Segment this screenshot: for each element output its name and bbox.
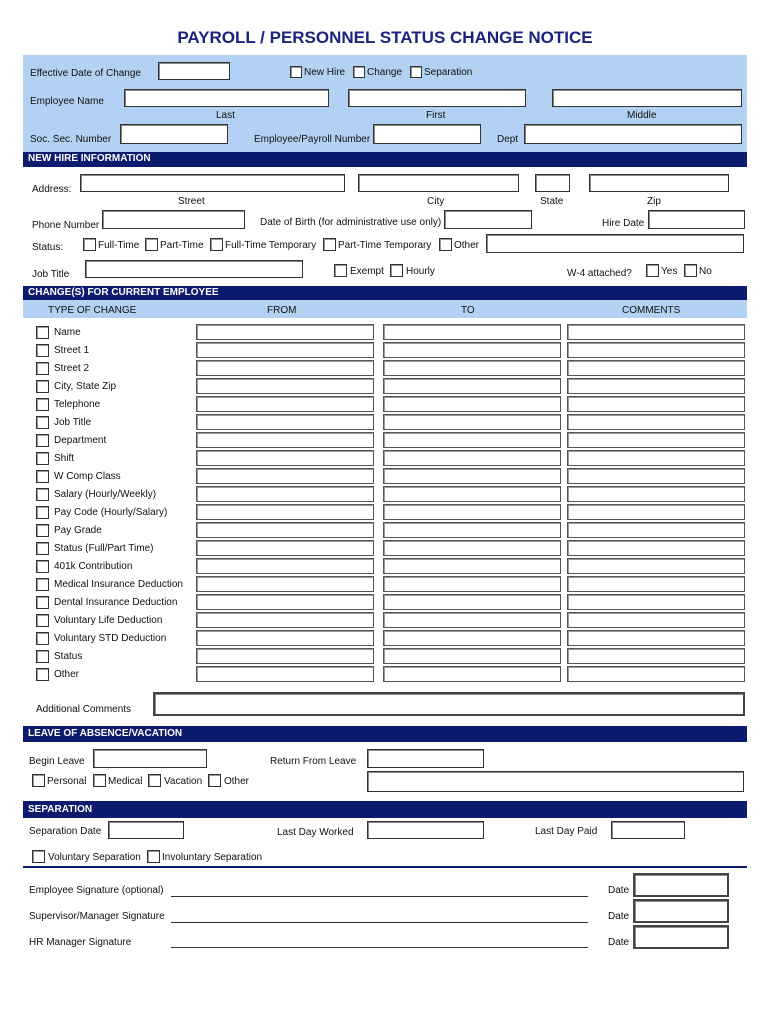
change-to-field[interactable] [383, 630, 561, 646]
change-from-field[interactable] [196, 594, 374, 610]
full-time-label: Full-Time [98, 240, 140, 251]
change-comments-field[interactable] [567, 522, 745, 538]
last-day-paid-field[interactable] [611, 821, 685, 839]
change-to-field[interactable] [383, 504, 561, 520]
change-to-field[interactable] [383, 612, 561, 628]
new-hire-label: New Hire [304, 67, 346, 78]
change-item-label: Name [54, 327, 81, 338]
change-comments-field[interactable] [567, 558, 745, 574]
dob-field[interactable] [444, 210, 532, 229]
separation-label: Separation [424, 67, 473, 78]
dept-field[interactable] [524, 124, 742, 144]
change-comments-field[interactable] [567, 666, 745, 682]
change-to-field[interactable] [383, 648, 561, 664]
change-from-field[interactable] [196, 432, 374, 448]
hr-manager-date-field[interactable] [633, 925, 729, 949]
involuntary-separation-checkbox[interactable] [147, 850, 160, 863]
voluntary-separation-label: Voluntary Separation [48, 852, 141, 863]
state-sublabel: State [540, 196, 564, 207]
job-title-label: Job Title [32, 269, 70, 280]
payroll-number-label: Employee/Payroll Number [254, 134, 371, 145]
dob-label: Date of Birth (for administrative use only) [260, 217, 442, 228]
employee-date-label: Date [608, 885, 630, 896]
state-field[interactable] [535, 174, 570, 192]
change-comments-field[interactable] [567, 612, 745, 628]
to-column: TO [461, 305, 475, 316]
change-comments-field[interactable] [567, 450, 745, 466]
first-sublabel: First [426, 110, 446, 121]
change-comments-field[interactable] [567, 648, 745, 664]
separation-date-field[interactable] [108, 821, 184, 839]
voluntary-separation-checkbox[interactable] [32, 850, 45, 863]
change-item-checkbox[interactable] [36, 560, 49, 573]
change-to-field[interactable] [383, 396, 561, 412]
change-item-label: Voluntary STD Deduction [54, 633, 167, 644]
change-to-field[interactable] [383, 594, 561, 610]
begin-leave-field[interactable] [93, 749, 207, 768]
additional-comments-field[interactable] [153, 692, 745, 716]
zip-sublabel: Zip [647, 196, 661, 207]
change-item-label: Shift [54, 453, 75, 464]
employee-date-field[interactable] [633, 873, 729, 897]
hr-manager-signature-line[interactable] [171, 947, 588, 948]
change-item-label: Voluntary Life Deduction [54, 615, 163, 626]
change-item-checkbox[interactable] [36, 416, 49, 429]
change-item-label: Pay Grade [54, 525, 102, 536]
change-comments-field[interactable] [567, 630, 745, 646]
change-item-label: Job Title [54, 417, 92, 428]
change-comments-field[interactable] [567, 504, 745, 520]
change-item-checkbox[interactable] [36, 524, 49, 537]
w4-label: W-4 attached? [567, 268, 632, 279]
separation-checkbox[interactable] [410, 66, 422, 78]
first-name-field[interactable] [348, 89, 526, 107]
new-hire-header: NEW HIRE INFORMATION [23, 152, 747, 167]
supervisor-date-label: Date [608, 911, 630, 922]
change-item-checkbox[interactable] [36, 452, 49, 465]
change-comments-field[interactable] [567, 576, 745, 592]
change-item-checkbox[interactable] [36, 380, 49, 393]
change-comments-field[interactable] [567, 414, 745, 430]
change-to-field[interactable] [383, 666, 561, 682]
hire-date-field[interactable] [648, 210, 745, 229]
dept-label: Dept [497, 134, 519, 145]
address-label: Address: [32, 184, 72, 195]
change-to-field[interactable] [383, 342, 561, 358]
change-item-label: Pay Code (Hourly/Salary) [54, 507, 168, 518]
return-from-leave-field[interactable] [367, 749, 484, 768]
supervisor-signature-line[interactable] [171, 922, 588, 923]
full-time-temporary-label: Full-Time Temporary [225, 240, 317, 251]
change-from-field[interactable] [196, 504, 374, 520]
signature-divider [23, 866, 747, 868]
change-label: Change [367, 67, 403, 78]
ssn-label: Soc. Sec. Number [30, 134, 112, 145]
last-name-field[interactable] [124, 89, 329, 107]
leave-header: LEAVE OF ABSENCE/VACATION [23, 726, 747, 742]
zip-field[interactable] [589, 174, 729, 192]
middle-name-field[interactable] [552, 89, 742, 107]
exempt-checkbox[interactable] [334, 264, 347, 277]
change-comments-field[interactable] [567, 540, 745, 556]
last-day-paid-label: Last Day Paid [535, 826, 598, 837]
leave-medical-checkbox[interactable] [93, 774, 106, 787]
change-from-field[interactable] [196, 648, 374, 664]
w4-no-label: No [699, 266, 712, 277]
hr-manager-date-label: Date [608, 937, 630, 948]
return-from-leave-label: Return From Leave [270, 756, 357, 767]
change-to-field[interactable] [383, 450, 561, 466]
hr-manager-signature-label: HR Manager Signature [29, 937, 132, 948]
change-to-field[interactable] [383, 414, 561, 430]
leave-vacation-checkbox[interactable] [148, 774, 161, 787]
separation-header: SEPARATION [23, 801, 747, 818]
last-day-worked-field[interactable] [367, 821, 484, 839]
change-item-checkbox[interactable] [36, 470, 49, 483]
change-from-field[interactable] [196, 468, 374, 484]
status-other-label: Other [454, 240, 480, 251]
change-comments-field[interactable] [567, 468, 745, 484]
change-comments-field[interactable] [567, 378, 745, 394]
change-from-field[interactable] [196, 360, 374, 376]
change-to-field[interactable] [383, 360, 561, 376]
city-field[interactable] [358, 174, 519, 192]
comments-column: COMMENTS [622, 305, 681, 316]
part-time-checkbox[interactable] [145, 238, 158, 251]
change-from-field[interactable] [196, 378, 374, 394]
change-checkbox[interactable] [353, 66, 365, 78]
change-comments-field[interactable] [567, 486, 745, 502]
change-from-field[interactable] [196, 450, 374, 466]
change-item-checkbox[interactable] [36, 632, 49, 645]
job-title-field[interactable] [85, 260, 303, 278]
last-day-worked-label: Last Day Worked [277, 827, 354, 838]
change-from-field[interactable] [196, 540, 374, 556]
supervisor-date-field[interactable] [633, 899, 729, 923]
leave-vacation-label: Vacation [164, 776, 203, 787]
w4-yes-checkbox[interactable] [646, 264, 659, 277]
change-to-field[interactable] [383, 324, 561, 340]
hourly-label: Hourly [406, 266, 435, 277]
change-from-field[interactable] [196, 486, 374, 502]
change-item-checkbox[interactable] [36, 668, 49, 681]
change-comments-field[interactable] [567, 360, 745, 376]
leave-medical-label: Medical [108, 776, 143, 787]
part-time-label: Part-Time [160, 240, 204, 251]
change-item-checkbox[interactable] [36, 506, 49, 519]
changes-header: CHANGE(S) FOR CURRENT EMPLOYEE [23, 286, 747, 300]
leave-personal-checkbox[interactable] [32, 774, 45, 787]
effective-date-label: Effective Date of Change [30, 68, 141, 79]
change-from-field[interactable] [196, 576, 374, 592]
employee-signature-label: Employee Signature (optional) [29, 885, 164, 896]
change-item-checkbox[interactable] [36, 344, 49, 357]
leave-personal-label: Personal [47, 776, 87, 787]
employee-name-label: Employee Name [30, 96, 104, 107]
change-to-field[interactable] [383, 558, 561, 574]
full-time-checkbox[interactable] [83, 238, 96, 251]
change-item-label: Street 2 [54, 363, 90, 374]
change-comments-field[interactable] [567, 432, 745, 448]
payroll-number-field[interactable] [373, 124, 481, 144]
supervisor-signature-label: Supervisor/Manager Signature [29, 911, 165, 922]
change-item-label: 401k Contribution [54, 561, 133, 572]
change-comments-field[interactable] [567, 324, 745, 340]
change-from-field[interactable] [196, 522, 374, 538]
change-from-field[interactable] [196, 414, 374, 430]
from-column: FROM [267, 305, 297, 316]
change-to-field[interactable] [383, 522, 561, 538]
hourly-checkbox[interactable] [390, 264, 403, 277]
change-item-label: W Comp Class [54, 471, 121, 482]
change-item-checkbox[interactable] [36, 488, 49, 501]
change-item-label: Status [54, 651, 83, 662]
ssn-field[interactable] [120, 124, 228, 144]
hire-date-label: Hire Date [602, 218, 645, 229]
change-item-checkbox[interactable] [36, 578, 49, 591]
change-item-checkbox[interactable] [36, 596, 49, 609]
change-from-field[interactable] [196, 324, 374, 340]
change-item-label: Department [54, 435, 107, 446]
change-to-field[interactable] [383, 378, 561, 394]
change-from-field[interactable] [196, 630, 374, 646]
change-to-field[interactable] [383, 468, 561, 484]
new-hire-checkbox[interactable] [290, 66, 302, 78]
w4-no-checkbox[interactable] [684, 264, 697, 277]
change-item-label: Other [54, 669, 80, 680]
change-to-field[interactable] [383, 576, 561, 592]
change-item-checkbox[interactable] [36, 362, 49, 375]
change-item-checkbox[interactable] [36, 398, 49, 411]
change-item-checkbox[interactable] [36, 326, 49, 339]
change-from-field[interactable] [196, 558, 374, 574]
last-sublabel: Last [216, 110, 235, 121]
w4-yes-label: Yes [661, 266, 678, 277]
full-time-temporary-checkbox[interactable] [210, 238, 223, 251]
status-other-field[interactable] [486, 234, 744, 253]
separation-date-label: Separation Date [29, 826, 102, 837]
change-to-field[interactable] [383, 486, 561, 502]
change-item-label: Status (Full/Part Time) [54, 543, 154, 554]
change-comments-field[interactable] [567, 594, 745, 610]
change-comments-field[interactable] [567, 396, 745, 412]
type-of-change-column: TYPE OF CHANGE [48, 305, 137, 316]
middle-sublabel: Middle [627, 110, 657, 121]
change-from-field[interactable] [196, 396, 374, 412]
change-item-checkbox[interactable] [36, 434, 49, 447]
phone-field[interactable] [102, 210, 245, 229]
exempt-label: Exempt [350, 266, 384, 277]
change-to-field[interactable] [383, 540, 561, 556]
change-item-checkbox[interactable] [36, 650, 49, 663]
change-item-label: Medical Insurance Deduction [54, 579, 183, 590]
city-sublabel: City [427, 196, 445, 207]
change-from-field[interactable] [196, 666, 374, 682]
phone-label: Phone Number [32, 220, 100, 231]
effective-date-field[interactable] [158, 62, 230, 80]
status-label: Status: [32, 242, 64, 253]
involuntary-separation-label: Involuntary Separation [162, 852, 263, 863]
part-time-temporary-label: Part-Time Temporary [338, 240, 432, 251]
change-item-label: Telephone [54, 399, 101, 410]
change-to-field[interactable] [383, 432, 561, 448]
change-item-checkbox[interactable] [36, 614, 49, 627]
additional-comments-label: Additional Comments [36, 704, 132, 715]
change-item-checkbox[interactable] [36, 542, 49, 555]
change-comments-field[interactable] [567, 342, 745, 358]
begin-leave-label: Begin Leave [29, 756, 85, 767]
leave-other-checkbox[interactable] [208, 774, 221, 787]
part-time-temporary-checkbox[interactable] [323, 238, 336, 251]
status-other-checkbox[interactable] [439, 238, 452, 251]
street-sublabel: Street [178, 196, 205, 207]
street-field[interactable] [80, 174, 345, 192]
change-item-label: Salary (Hourly/Weekly) [54, 489, 157, 500]
employee-signature-line[interactable] [171, 896, 588, 897]
change-item-label: Street 1 [54, 345, 90, 356]
change-from-field[interactable] [196, 342, 374, 358]
leave-other-label: Other [224, 776, 250, 787]
change-item-label: Dental Insurance Deduction [54, 597, 178, 608]
leave-other-field[interactable] [367, 771, 744, 792]
change-item-label: City, State Zip [54, 381, 117, 392]
change-from-field[interactable] [196, 612, 374, 628]
page-title: PAYROLL / PERSONNEL STATUS CHANGE NOTICE [177, 28, 593, 47]
